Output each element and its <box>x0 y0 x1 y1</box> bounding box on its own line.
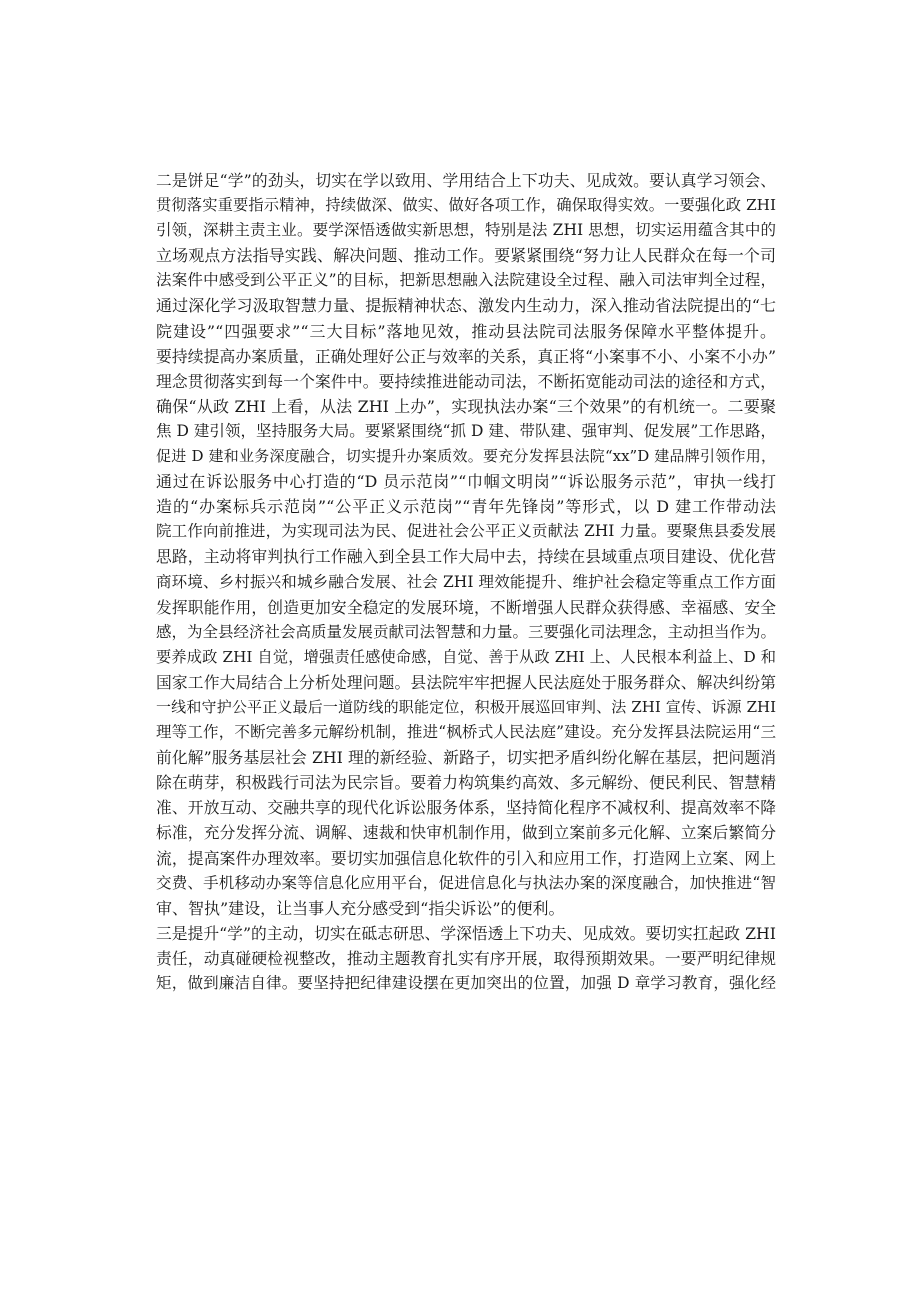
text-line: 商环境、乡村振兴和城乡融合发展、社会 ZHI 理效能提升、维护社会稳定等重点工作方面 <box>156 572 776 591</box>
text-line: 感，为全县经济社会高质量发展贡献司法智慧和力量。三要强化司法理念，主动担当作为。 <box>156 622 777 641</box>
text-line: 贯彻落实重要指示精神，持续做深、做实、做好各项工作，确保取得实效。一要强化政 ZHI <box>156 196 776 215</box>
text-line: 理念贯彻落实到每一个案件中。要持续推进能动司法，不断拓宽能动司法的途径和方式， <box>156 371 776 391</box>
text-line: 一线和守护公平正义最后一道防线的职能定位，积极开展巡回审判、法 ZHI 宣传、诉源 ZHI <box>156 697 776 716</box>
text-line: 前化解”服务基层社会 ZHI 理的新经验、新路子，切实把矛盾纠纷化解在基层，把问题消 <box>156 748 776 768</box>
text-line: 矩，做到廉洁自律。要坚持把纪律建设摆在更加突出的位置，加强 D 章学习教育，强化经 <box>156 974 776 992</box>
text-line: 思路，主动将审判执行工作融入到全县工作大局中去，持续在县域重点项目建设、优化营 <box>156 547 776 567</box>
text-line: 国家工作大局结合上分析处理问题。县法院牢牢把握人民法庭处于服务群众、解决纠纷第 <box>156 672 776 692</box>
text-line: 法案件中感受到公平正义”的目标，把新思想融入法院建设全过程、融入司法审判全过程， <box>156 271 776 290</box>
text-line: 准、开放互动、交融共享的现代化诉讼服务体系，坚持简化程序不减权利、提高效率不降 <box>156 798 776 818</box>
text-line: 造的“办案标兵示范岗”“公平正义示范岗”“青年先锋岗”等形式，以 D 建工作带动法 <box>156 497 776 517</box>
text-line: 引领，深耕主责主业。要学深悟透做实新思想，特别是法 ZHI 思想，切实运用蕴含其中的 <box>156 221 776 240</box>
text-line: 通过深化学习汲取智慧力量、提振精神状态、激发内生动力，深入推动省法院提出的“七 <box>156 296 776 316</box>
text-line: 发挥职能作用，创造更加安全稳定的发展环境，不断增强人民群众获得感、幸福感、安全 <box>156 597 776 617</box>
text-line: 通过在诉讼服务中心打造的“D 员示范岗”“巾帼文明岗”“诉讼服务示范”，审执一线打 <box>156 472 776 492</box>
text-line: 要持续提高办案质量，正确处理好公正与效率的关系，真正将“小案事不小、小案不小办” <box>156 346 776 366</box>
text-line: 要养成政 ZHI 自觉，增强责任感使命感，自觉、善于从政 ZHI 上、人民根本利益上、D 和 <box>156 647 776 666</box>
text-line: 交费、手机移动办案等信息化应用平台，促进信息化与执法办案的深度融合，加快推进“智 <box>156 873 776 892</box>
text-line: 立场观点方法指导实践、解决问题、推动工作。要紧紧围绕“努力让人民群众在每一个司 <box>156 246 776 266</box>
text-line: 院工作向前推进，为实现司法为民、促进社会公平正义贡献法 ZHI 力量。要聚焦县委发展 <box>156 522 776 541</box>
text-line: 审、智执”建设，让当事人充分感受到“指尖诉讼”的便利。 <box>156 898 565 918</box>
text-line: 确保“从政 ZHI 上看，从法 ZHI 上办”，实现执法办案“三个效果”的有机统一。二要聚 <box>156 396 776 416</box>
text-line: 责任，动真碰硬检视整改，推动主题教育扎实有序开展，取得预期效果。一要严明纪律规 <box>156 948 776 968</box>
text-line: 流，提高案件办理效率。要切实加强信息化软件的引入和应用工作，打造网上立案、网上 <box>156 848 776 868</box>
document-body <box>156 168 776 996</box>
text-line: 除在萌芽，积极践行司法为民宗旨。要着力构筑集约高效、多元解纷、便民利民、智慧精 <box>156 773 776 793</box>
text-line: 焦 D 建引领，坚持服务大局。要紧紧围绕“抓 D 建、带队建、强审判、促发展”工作思路， <box>156 421 776 440</box>
text-line: 标准，充分发挥分流、调解、速裁和快审机制作用，做到立案前多元化解、立案后繁简分 <box>156 823 776 843</box>
text-line: 理等工作，不断完善多元解纷机制，推进“枫桥式人民法庭”建设。充分发挥县法院运用“三 <box>156 723 776 742</box>
text-line: 院建设”“四强要求”“三大目标”落地见效，推动县法院司法服务保障水平整体提升。 <box>156 321 776 341</box>
text-line: 二是饼足“学”的劲头，切实在学以致用、学用结合上下功夫、见成效。要认真学习领会、 <box>156 171 776 190</box>
text-line: 三是提升“学”的主动，切实在砥志研思、学深悟透上下功夫、见成效。要切实扛起政 ZHI <box>156 923 776 943</box>
text-line: 促进 D 建和业务深度融合，切实提升办案质效。要充分发挥县法院“xx”D 建品牌引领作用， <box>156 447 776 466</box>
